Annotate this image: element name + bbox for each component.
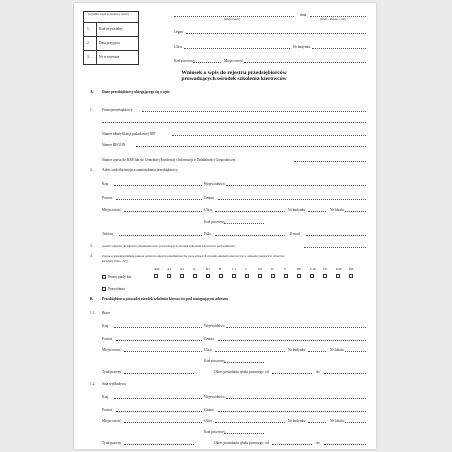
building-number-field[interactable] xyxy=(308,351,326,352)
building-field[interactable] xyxy=(312,48,366,49)
category-checkbox-d1[interactable] xyxy=(258,274,262,278)
country-label: Kraj xyxy=(102,395,109,399)
form-title-line2: prowadzących ośrodek szkolenia kierowców xyxy=(181,76,287,82)
lecture-hall-label: Sala wykładowa xyxy=(102,382,126,386)
building-number-field[interactable] xyxy=(308,422,326,423)
date-field[interactable] xyxy=(310,16,366,17)
locality-label: Miejscowość xyxy=(102,419,121,423)
field-num: 2. xyxy=(90,168,93,172)
city-label: Miejscowość xyxy=(224,59,243,63)
category-label-c1e: C1E xyxy=(310,267,317,271)
category-label-d: D xyxy=(271,267,274,271)
registry-number-label: Jestem wpisany do rejestru przedsiębiorców prowadzących ośrodek szkolenia kierowców pod numerem xyxy=(102,244,235,248)
street-field[interactable] xyxy=(184,48,290,49)
fax-label: Faks xyxy=(204,232,211,236)
locality-field[interactable] xyxy=(124,422,202,423)
company-name-field[interactable] xyxy=(142,111,366,112)
voivodeship-field[interactable] xyxy=(226,185,366,186)
form-title-line1: Wniosek o wpis do rejestru przedsiębiorców xyxy=(181,70,287,76)
field-num: 1. xyxy=(90,108,93,112)
regon-field[interactable] xyxy=(136,146,366,147)
building-number-label: Nr budynku xyxy=(288,348,306,352)
category-checkbox-de[interactable] xyxy=(349,274,353,278)
category-label-c: C xyxy=(245,267,248,271)
field-num: 3. xyxy=(90,244,93,248)
commune-field[interactable] xyxy=(218,340,366,341)
street-label: Ulica xyxy=(204,348,212,352)
category-label-am: AM xyxy=(154,267,160,271)
category-checkbox-c[interactable] xyxy=(245,274,249,278)
voivodeship-label: Województwo xyxy=(204,395,225,399)
place-field[interactable] xyxy=(174,16,294,17)
scope-request-label-2: kwadraty litera „X”) xyxy=(102,259,128,263)
district-field[interactable] xyxy=(116,411,202,412)
category-checkbox-t[interactable] xyxy=(284,274,288,278)
office-use-box xyxy=(83,11,139,65)
flat-number-field[interactable] xyxy=(345,422,366,423)
category-label-be: BE xyxy=(297,267,302,271)
commune-label: Gmina xyxy=(204,408,214,412)
office-label: Biuro xyxy=(102,311,111,315)
nip-field[interactable] xyxy=(172,135,366,136)
driving-license-option: Prawo jazdy kat. xyxy=(108,275,133,279)
organ-label: Organ xyxy=(174,30,183,34)
driving-license-checkbox[interactable] xyxy=(102,275,106,279)
postcode-label: Kod pocztowy xyxy=(204,430,226,434)
postcode-field[interactable] xyxy=(224,223,264,224)
postcode-field[interactable] xyxy=(193,62,221,63)
category-label-t: T xyxy=(284,267,287,271)
section-a-heading: Dane przedsiębiorcy ubiegającego się o wpis xyxy=(102,90,170,94)
flat-number-label: Nr lokalu xyxy=(330,208,344,212)
country-field[interactable] xyxy=(114,398,202,399)
category-checkbox-ce[interactable] xyxy=(323,274,327,278)
category-checkbox-d1e[interactable] xyxy=(336,274,340,278)
period-from-label: Okres posiadania tytułu prawnego: od xyxy=(214,370,269,374)
voivodeship-field[interactable] xyxy=(226,398,366,399)
office-row-num: 1. xyxy=(87,27,90,31)
period-to-label: do xyxy=(316,370,320,374)
category-checkbox-d[interactable] xyxy=(271,274,275,278)
street-field[interactable] xyxy=(215,211,285,212)
street-field[interactable] xyxy=(215,351,285,352)
legal-title-label: Tytuł prawny xyxy=(102,441,122,445)
locality-label: Miejscowość xyxy=(102,208,121,212)
building-number-label: Nr budynku xyxy=(288,208,306,212)
postcode-field[interactable] xyxy=(224,433,264,434)
krs-field[interactable] xyxy=(294,161,366,162)
postcode-label: Kod pocztowy xyxy=(204,359,226,363)
regon-label: Numer REGON xyxy=(102,143,126,147)
section-b-heading: Przedsiębiorca prowadzi ośrodek szkolenia kierowców pod następującym adresem xyxy=(102,297,229,301)
office-box-header: (wypełnia organ prowadzący rejestr) xyxy=(88,13,130,16)
company-name-field-2[interactable] xyxy=(102,122,366,123)
organ-field[interactable] xyxy=(186,33,366,34)
krs-label: Numer wpisu do KRS lub do Centralnej Ewidencji i Informacji o Działalności Gospodarczej xyxy=(102,158,236,162)
period-from-label: Okres posiadania tytułu prawnego: od xyxy=(214,441,269,445)
district-field[interactable] xyxy=(116,199,202,200)
category-checkbox-be[interactable] xyxy=(297,274,301,278)
seat-address-label: Adres siedziby/miejsca zamieszkania przedsiębiorcy xyxy=(102,168,178,172)
category-checkbox-b[interactable] xyxy=(219,274,223,278)
date-caption: (dzień – miesiąc – rok) xyxy=(320,18,346,21)
category-label-d1: D1 xyxy=(258,267,263,271)
locality-field[interactable] xyxy=(124,351,202,352)
field-num: 4. xyxy=(90,254,93,258)
voivodeship-label: Województwo xyxy=(204,182,225,186)
flat-number-label: Nr lokalu xyxy=(330,419,344,423)
street-label: Ulica xyxy=(174,45,182,49)
permits-checkbox[interactable] xyxy=(102,287,106,291)
lecture-hall-num: 1.2. xyxy=(90,382,96,386)
office-row-label: Nr w rejestrze xyxy=(99,55,120,59)
country-label: Kraj xyxy=(102,324,109,328)
phone-label: Telefon xyxy=(102,232,113,236)
category-checkbox-a1[interactable] xyxy=(167,274,171,278)
category-label-a: A xyxy=(193,267,196,271)
country-label: Kraj xyxy=(102,182,109,186)
office-row-num: 3. xyxy=(87,55,90,59)
office-row-num: 2. xyxy=(87,41,90,45)
country-field[interactable] xyxy=(114,185,202,186)
category-label-ce: CE xyxy=(323,267,328,271)
phone-field[interactable] xyxy=(119,235,202,236)
district-label: Powiat xyxy=(102,196,112,200)
registry-number-field[interactable] xyxy=(304,247,366,248)
category-checkbox-b1[interactable] xyxy=(206,274,210,278)
email-label: E-mail xyxy=(290,232,300,236)
category-checkbox-a2[interactable] xyxy=(180,274,184,278)
category-label-b: B xyxy=(219,267,222,271)
flat-number-field[interactable] xyxy=(345,211,366,212)
period-to-field[interactable] xyxy=(324,373,366,374)
category-checkbox-a[interactable] xyxy=(193,274,197,278)
form-page xyxy=(74,3,376,449)
district-label: Powiat xyxy=(102,408,112,412)
voivodeship-field[interactable] xyxy=(226,327,366,328)
district-field[interactable] xyxy=(116,340,202,341)
legal-title-field[interactable] xyxy=(124,373,194,374)
section-b-letter: B. xyxy=(90,297,94,301)
office-num: 1.1. xyxy=(90,311,96,315)
category-label-de: DE xyxy=(349,267,354,271)
nip-label: Numer identyfikacji podatkowej NIP xyxy=(102,132,156,136)
category-checkbox-am[interactable] xyxy=(154,274,158,278)
category-label-c1: C1 xyxy=(232,267,236,271)
legal-title-label: Tytuł prawny xyxy=(102,370,122,374)
category-label-d1e: D1E xyxy=(336,267,343,271)
category-label-a1: A1 xyxy=(167,267,172,271)
district-label: Powiat xyxy=(102,337,112,341)
locality-label: Miejscowość xyxy=(102,348,121,352)
category-checkbox-c1[interactable] xyxy=(232,274,236,278)
legal-title-field[interactable] xyxy=(124,444,194,445)
section-a-letter: A. xyxy=(90,90,94,94)
street-label: Ulica xyxy=(204,419,212,423)
building-label: Nr budynku xyxy=(293,45,311,49)
place-caption: (miejscowość) xyxy=(224,18,241,21)
category-checkbox-c1e[interactable] xyxy=(310,274,314,278)
period-from-field[interactable] xyxy=(272,373,312,374)
street-field[interactable] xyxy=(215,422,285,423)
period-to-label: do xyxy=(316,441,320,445)
voivodeship-label: Województwo xyxy=(204,324,225,328)
postcode-label: Kod pocztowy xyxy=(204,220,226,224)
company-name-label: Firma przedsiębiorcy xyxy=(102,108,133,112)
street-label: Ulica xyxy=(204,208,212,212)
commune-field[interactable] xyxy=(218,411,366,412)
building-number-label: Nr budynku xyxy=(288,419,306,423)
period-to-field[interactable] xyxy=(324,444,366,445)
commune-label: Gmina xyxy=(204,196,214,200)
office-row-label: Data przyjęcia xyxy=(99,41,120,45)
scope-request-label: Proszę o wpisanie/zmianę zakresu wpisu do rejestru przedsiębiorców prowadzących ośrodek szkolenia kierowców w zakresie (zaznaczyć właściwe xyxy=(102,254,285,258)
category-label-b1: B1 xyxy=(206,267,210,271)
commune-label: Gmina xyxy=(204,337,214,341)
country-field[interactable] xyxy=(114,327,202,328)
postcode-field[interactable] xyxy=(224,362,264,363)
city-field[interactable] xyxy=(244,62,366,63)
period-from-field[interactable] xyxy=(272,444,312,445)
email-field[interactable] xyxy=(306,235,366,236)
fax-field[interactable] xyxy=(215,235,285,236)
office-row-label: Kod terytorialny xyxy=(99,27,123,31)
permits-option: Pozwolenia xyxy=(108,287,125,291)
date-label: dnia xyxy=(300,13,307,17)
category-label-a2: A2 xyxy=(180,267,185,271)
flat-number-label: Nr lokalu xyxy=(330,348,344,352)
postcode-label: Kod pocztowy xyxy=(174,59,196,63)
commune-field[interactable] xyxy=(218,199,366,200)
locality-field[interactable] xyxy=(124,211,202,212)
flat-number-field[interactable] xyxy=(345,351,366,352)
building-number-field[interactable] xyxy=(308,211,326,212)
